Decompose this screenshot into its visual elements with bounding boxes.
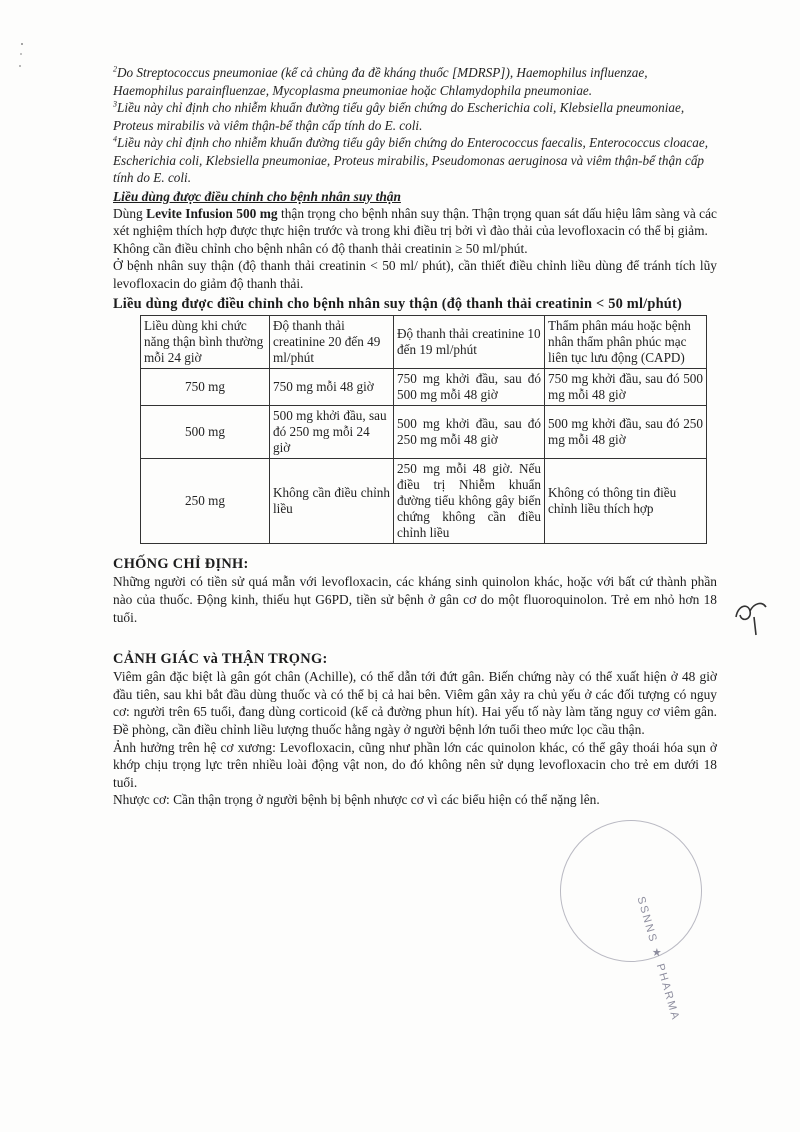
table-cell: 500 mg xyxy=(141,406,270,459)
table-cell: Không có thông tin điều chỉnh liều thích hợp xyxy=(545,459,707,544)
renal-adjust-heading: Liều dùng được điều chỉnh cho bệnh nhân suy thận xyxy=(113,188,401,204)
renal-adjust-paragraph-2: Không cần điều chỉnh cho bệnh nhân có độ thanh thải creatinin ≥ 50 ml/phút. xyxy=(113,240,528,256)
table-header-cell: Độ thanh thải creatinine 10 đến 19 ml/phút xyxy=(394,316,545,369)
warnings-paragraph-2: Ảnh hưởng trên hệ cơ xương: Levofloxacin, cũng như phần lớn các quinolon khác, có thể gây thoái hóa sụn ở khớp chịu trọng lực trên nhiều loài động vật non, do đó không nên sử dụng levofloxacin cho trẻ em dưới 18 tuổi. xyxy=(113,739,717,790)
pharma-seal-stamp xyxy=(545,805,717,977)
footnote-3: $^3$Liều này chỉ định cho nhiễm khuẩn đường tiểu gây biến chứng do Escherichia coli, Klebsiella pneumoniae, Proteus mirabilis và viêm thận-bể thận cấp tính do E. coli. xyxy=(113,99,685,133)
table-cell: 500 mg khởi đầu, sau đó 250 mg mỗi 48 giờ xyxy=(545,406,707,459)
table-cell: 250 mg xyxy=(141,459,270,544)
table-cell: 750 mg mỗi 48 giờ xyxy=(270,369,394,406)
table-cell: 250 mg mỗi 48 giờ. Nếu điều trị Nhiễm khuẩn đường tiểu không gây biến chứng không cần điều chỉnh liều xyxy=(394,459,545,544)
contraindications-heading: CHỐNG CHỈ ĐỊNH: xyxy=(113,556,249,573)
table-header-cell: Thẩm phân máu hoặc bệnh nhân thẩm phân phúc mạc liên tục lưu động (CAPD) xyxy=(545,316,707,369)
renal-adjust-paragraph-3: Ở bệnh nhân suy thận (độ thanh thải creatinin < 50 ml/ phút), cần thiết điều chỉnh liều dùng để tránh tích lũy levofloxacin do giảm độ thanh thải. xyxy=(113,258,717,291)
table-cell: 500 mg khởi đầu, sau đó 250 mg mỗi 48 giờ xyxy=(394,406,545,459)
stamp-lettering: SSNNS ★ PHARMA xyxy=(634,895,682,1023)
dose-table-title: Liều dùng được điều chỉnh cho bệnh nhân suy thận (độ thanh thải creatinin < 50 ml/phút) xyxy=(113,296,682,313)
warnings-paragraph-3: Nhược cơ: Cần thận trọng ở người bệnh bị bệnh nhược cơ vì các biểu hiện có thể nặng lên. xyxy=(113,792,600,808)
table-header-row xyxy=(141,316,707,369)
signature-mark xyxy=(732,597,772,637)
renal-adjust-paragraph-1: Dùng Levite Infusion 500 mg thận trọng cho bệnh nhân suy thận. Thận trọng quan sát dấu hiệu lâm sàng và các xét nghiệm thích hợp được thực hiện trước và trong khi điều trị bởi vì đào thải của levofloxacin có thể bị giảm. xyxy=(113,205,717,239)
footnote-2: $^2$Do Streptococcus pneumoniae (kể cả chủng đa đề kháng thuốc [MDRSP]), Haemophilus influenzae, Haemophilus parainfluenzae, Mycoplasma pneumoniae hoặc Chlamydophila pneumoniae. xyxy=(113,64,648,98)
table-row xyxy=(141,459,707,544)
margin-mark xyxy=(18,40,28,70)
table-header-cell: Độ thanh thải creatinine 20 đến 49 ml/phút xyxy=(270,316,394,369)
contraindications-text: Những người có tiền sử quá mẫn với levofloxacin, các kháng sinh quinolon khác, hoặc với bất cứ thành phần nào của thuốc. Động kinh, thiếu hụt G6PD, tiền sử bệnh ở gân cơ do một fluoroquinolon. Trẻ em nhỏ hơn 18 tuổi. xyxy=(113,574,717,625)
table-header-cell: Liều dùng khi chức năng thận bình thường mỗi 24 giờ xyxy=(141,316,270,369)
warnings-paragraph-1: Viêm gân đặc biệt là gân gót chân (Achille), có thể dẫn tới đứt gân. Biến chứng này có thể xuất hiện ở 48 giờ đầu tiên, sau khi bắt đầu dùng thuốc và có thể bị cả hai bên. Viêm gân xảy ra chủ yếu ở các đối tượng có nguy cơ: người trên 65 tuổi, đang dùng corticoid (kể cả đường phun hít). Hai yếu tố này làm tăng nguy cơ viêm gân. Đề phòng, cần điều chỉnh liều lượng thuốc hằng ngày ở người bệnh lớn tuổi theo mức lọc cầu thận. xyxy=(113,669,717,738)
table-row xyxy=(141,406,707,459)
table-cell: 750 mg khởi đầu, sau đó 500 mg mỗi 48 giờ xyxy=(545,369,707,406)
table-row xyxy=(141,369,707,406)
footnote-4: $^4$Liều này chỉ định cho nhiễm khuẩn đường tiểu gây biến chứng do Enterococcus faecalis, Enterococcus cloacae, Escherichia coli, Klebsiella pneumoniae, Proteus mirabilis, Pseudomonas aeruginosa và viêm thận-bể thận cấp tính do E. coli. xyxy=(113,134,709,185)
product-name: Levite Infusion 500 mg xyxy=(146,205,278,221)
table-cell: Không cần điều chỉnh liều xyxy=(270,459,394,544)
renal-dose-table xyxy=(140,315,707,544)
document-body xyxy=(113,64,717,809)
table-cell: 750 mg khởi đầu, sau đó 500 mg mỗi 48 giờ xyxy=(394,369,545,406)
warnings-heading: CẢNH GIÁC và THẬN TRỌNG: xyxy=(113,651,328,668)
table-cell: 500 mg khởi đầu, sau đó 250 mg mỗi 24 giờ xyxy=(270,406,394,459)
table-cell: 750 mg xyxy=(141,369,270,406)
